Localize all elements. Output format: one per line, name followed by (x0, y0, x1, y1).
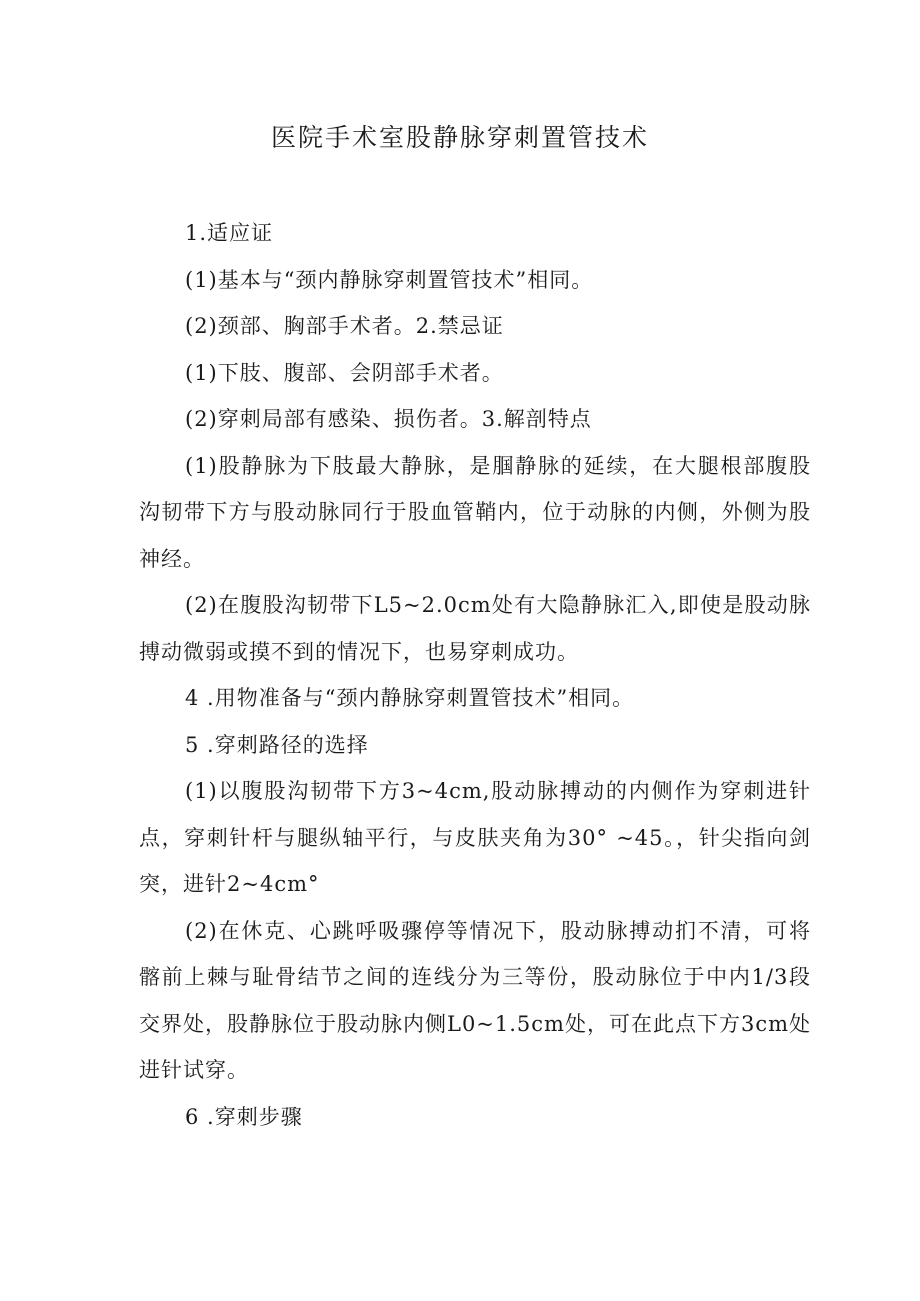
section-heading-indications: 1.适应证 (185, 221, 274, 245)
paragraph: (2)穿刺局部有感染、损伤者。3.解剖特点 (185, 407, 592, 431)
section-heading-supplies: 4 .用物准备与“颈内静脉穿刺置管技术”相同。 (185, 686, 635, 710)
paragraph: (2)在腹股沟韧带下L5~2.0cm处有大隐静脉汇入,即使是股动脉搏动微弱或摸不到的情况下，也易穿刺成功。 (139, 593, 811, 664)
document-body (139, 210, 811, 1140)
paragraph: (2)在休克、心跳呼吸骤停等情况下，股动脉搏动扪不清，可将髂前上棘与耻骨结节之间的连线分为三等份，股动脉位于中内1/3段交界处，股静脉位于股动脉内侧L0~1.5cm处，可在此点下方3cm处进针试穿。 (139, 918, 812, 1082)
paragraph: (1)股静脉为下肢最大静脉，是腘静脉的延续，在大腿根部腹股沟韧带下方与股动脉同行于股血管鞘内，位于动脉的内侧，外侧为股神经。 (139, 453, 811, 571)
document-title: 医院手术室股静脉穿刺置管技术 (270, 123, 649, 152)
section-heading-steps: 6 .穿刺步骤 (185, 1104, 303, 1129)
paragraph: (2)颈部、胸部手术者。2.禁忌证 (185, 314, 504, 338)
section-heading-approach: 5 .穿刺路径的选择 (185, 732, 369, 757)
paragraph: (1)下肢、腹部、会阴部手术者。 (185, 360, 504, 385)
paragraph: (1)以腹股沟韧带下方3~4cm,股动脉搏动的内侧作为穿刺进针点，穿刺针杆与腿纵轴平行，与皮肤夹角为30° ~45。，针尖指向剑突，进针2~4cm° (139, 779, 811, 896)
paragraph: (1)基本与“颈内静脉穿刺置管技术”相同。 (185, 267, 594, 292)
